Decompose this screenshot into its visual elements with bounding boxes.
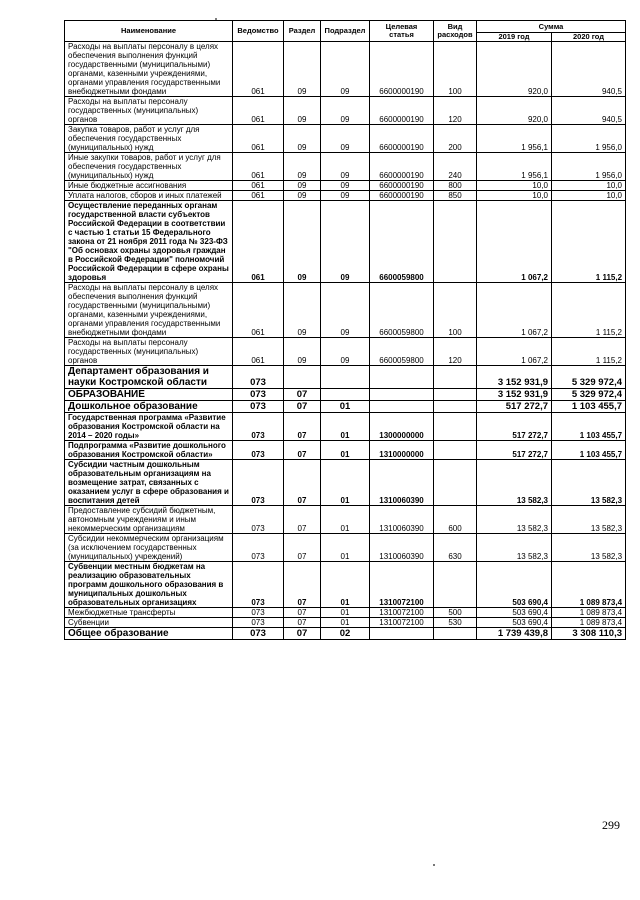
row-sum-2019: 1 067,2: [477, 201, 552, 283]
row-sum-2019: 13 582,3: [477, 506, 552, 534]
header-department: Ведомство: [233, 21, 284, 42]
row-section: 09: [284, 181, 321, 191]
row-target: 1310072100: [370, 562, 434, 608]
row-sum-2020: 940,5: [552, 42, 626, 97]
header-target: Целевая статья: [370, 21, 434, 42]
table-row: [65, 366, 626, 389]
table-row: [65, 506, 626, 534]
row-name: ОБРАЗОВАНИЕ: [65, 389, 233, 401]
row-department: 061: [233, 283, 284, 338]
row-target: 1300000000: [370, 413, 434, 441]
row-section: 09: [284, 338, 321, 366]
table-row: [65, 413, 626, 441]
row-expense-type: 630: [434, 534, 477, 562]
row-name: Иные закупки товаров, работ и услуг для обеспечения государственных (муниципальных) нужд: [65, 153, 233, 181]
row-sum-2019: 503 690,4: [477, 618, 552, 628]
row-sum-2020: 1 103 455,7: [552, 441, 626, 460]
table-header: [65, 21, 626, 42]
row-subsection: 09: [321, 125, 370, 153]
row-name: Межбюджетные трансферты: [65, 608, 233, 618]
row-sum-2020: 13 582,3: [552, 460, 626, 506]
row-department: 073: [233, 460, 284, 506]
row-section: 09: [284, 42, 321, 97]
row-name: Расходы на выплаты персоналу в целях обеспечения выполнения функций государственными (муниципальными) органами, казенными учреждениями, органами управления государственными внебюджетными фондами: [65, 42, 233, 97]
row-target: 6600000190: [370, 97, 434, 125]
row-expense-type: 100: [434, 283, 477, 338]
row-expense-type: [434, 413, 477, 441]
row-name: Общее образование: [65, 628, 233, 640]
row-section: 09: [284, 125, 321, 153]
row-section: 07: [284, 608, 321, 618]
row-section: 09: [284, 153, 321, 181]
row-expense-type: 530: [434, 618, 477, 628]
row-department: 073: [233, 413, 284, 441]
row-department: 073: [233, 366, 284, 389]
row-department: 061: [233, 153, 284, 181]
header-year-2019: 2019 год: [477, 33, 552, 42]
row-sum-2020: 5 329 972,4: [552, 389, 626, 401]
row-target: [370, 366, 434, 389]
row-sum-2020: 10,0: [552, 191, 626, 201]
row-subsection: 01: [321, 618, 370, 628]
row-subsection: 02: [321, 628, 370, 640]
row-target: 1310060390: [370, 460, 434, 506]
table-row: [65, 389, 626, 401]
row-sum-2019: 3 152 931,9: [477, 366, 552, 389]
row-section: 07: [284, 534, 321, 562]
row-section: 09: [284, 191, 321, 201]
row-section: [284, 366, 321, 389]
row-sum-2019: 1 956,1: [477, 125, 552, 153]
table-row: [65, 608, 626, 618]
row-expense-type: [434, 389, 477, 401]
row-expense-type: 800: [434, 181, 477, 191]
row-department: 073: [233, 401, 284, 413]
row-expense-type: 240: [434, 153, 477, 181]
row-sum-2020: 5 329 972,4: [552, 366, 626, 389]
row-section: 09: [284, 283, 321, 338]
row-sum-2019: 920,0: [477, 42, 552, 97]
table-row: [65, 618, 626, 628]
row-department: 061: [233, 125, 284, 153]
row-sum-2019: 1 956,1: [477, 153, 552, 181]
row-department: 061: [233, 191, 284, 201]
row-expense-type: [434, 460, 477, 506]
row-name: Предоставление субсидий бюджетным, автономным учреждениям и иным некоммерческим организациям: [65, 506, 233, 534]
row-subsection: 09: [321, 42, 370, 97]
row-name: Субвенции: [65, 618, 233, 628]
row-target: 1310060390: [370, 506, 434, 534]
row-department: 073: [233, 534, 284, 562]
row-section: 07: [284, 562, 321, 608]
table-row: [65, 401, 626, 413]
row-target: 6600000190: [370, 42, 434, 97]
row-name: Подпрограмма «Развитие дошкольного образования Костромской области»: [65, 441, 233, 460]
table-row: [65, 201, 626, 283]
row-department: 061: [233, 181, 284, 191]
row-subsection: 09: [321, 181, 370, 191]
row-department: 061: [233, 42, 284, 97]
row-sum-2020: 13 582,3: [552, 534, 626, 562]
row-subsection: 09: [321, 97, 370, 125]
row-subsection: [321, 389, 370, 401]
row-target: 1310072100: [370, 618, 434, 628]
table-row: [65, 628, 626, 640]
row-subsection: 01: [321, 413, 370, 441]
row-name: Субсидии частным дошкольным образовательным организациям на возмещение затрат, связанных с оказанием услуг в сфере образования и воспитания детей: [65, 460, 233, 506]
row-department: 073: [233, 628, 284, 640]
row-sum-2020: 1 089 873,4: [552, 562, 626, 608]
row-subsection: 09: [321, 283, 370, 338]
row-expense-type: [434, 628, 477, 640]
row-subsection: 01: [321, 608, 370, 618]
row-name: Закупка товаров, работ и услуг для обеспечения государственных (муниципальных) нужд: [65, 125, 233, 153]
row-department: 073: [233, 441, 284, 460]
page-number: 299: [602, 818, 620, 832]
row-subsection: 09: [321, 338, 370, 366]
row-section: 07: [284, 401, 321, 413]
row-target: 1310072100: [370, 608, 434, 618]
row-sum-2020: 1 103 455,7: [552, 413, 626, 441]
row-target: 6600000190: [370, 125, 434, 153]
header-subsection: Подраздел: [321, 21, 370, 42]
row-subsection: 01: [321, 562, 370, 608]
row-name: Департамент образования и науки Костромской области: [65, 366, 233, 389]
row-sum-2020: 3 308 110,3: [552, 628, 626, 640]
table-row: [65, 125, 626, 153]
row-expense-type: 500: [434, 608, 477, 618]
row-sum-2019: 13 582,3: [477, 534, 552, 562]
row-subsection: 01: [321, 460, 370, 506]
row-name: Субсидии некоммерческим организациям (за исключением государственных (муниципальных) учреждений): [65, 534, 233, 562]
row-target: 1310000000: [370, 441, 434, 460]
row-sum-2020: 1 115,2: [552, 201, 626, 283]
row-expense-type: [434, 441, 477, 460]
header-expense-type: Вид расходов: [434, 21, 477, 42]
row-expense-type: 600: [434, 506, 477, 534]
row-subsection: [321, 366, 370, 389]
table-row: [65, 97, 626, 125]
table-body: [65, 42, 626, 640]
budget-table: [64, 20, 626, 640]
row-sum-2019: 503 690,4: [477, 608, 552, 618]
row-sum-2019: 920,0: [477, 97, 552, 125]
row-department: 073: [233, 389, 284, 401]
row-section: 09: [284, 201, 321, 283]
row-target: [370, 389, 434, 401]
row-section: 07: [284, 413, 321, 441]
row-sum-2019: 13 582,3: [477, 460, 552, 506]
row-department: 061: [233, 97, 284, 125]
row-target: 6600000190: [370, 153, 434, 181]
row-expense-type: 100: [434, 42, 477, 97]
row-expense-type: 200: [434, 125, 477, 153]
row-department: 061: [233, 338, 284, 366]
table-row: [65, 191, 626, 201]
row-section: 07: [284, 618, 321, 628]
row-expense-type: [434, 366, 477, 389]
row-section: 07: [284, 441, 321, 460]
row-sum-2019: 517 272,7: [477, 413, 552, 441]
row-name: Расходы на выплаты персоналу государственных (муниципальных) органов: [65, 97, 233, 125]
row-section: 07: [284, 506, 321, 534]
row-expense-type: 850: [434, 191, 477, 201]
row-target: 6600059800: [370, 283, 434, 338]
row-subsection: 01: [321, 401, 370, 413]
header-sum: Сумма: [477, 21, 626, 33]
table-row: [65, 562, 626, 608]
row-section: 09: [284, 97, 321, 125]
row-subsection: 09: [321, 201, 370, 283]
table-row: [65, 441, 626, 460]
row-sum-2020: 1 956,0: [552, 153, 626, 181]
row-sum-2019: 517 272,7: [477, 441, 552, 460]
row-name: Иные бюджетные ассигнования: [65, 181, 233, 191]
row-name: Государственная программа «Развитие образования Костромской области на 2014 – 2020 годы»: [65, 413, 233, 441]
header-year-2020: 2020 год: [552, 33, 626, 42]
table-row: [65, 460, 626, 506]
row-target: 6600059800: [370, 201, 434, 283]
row-sum-2020: 1 089 873,4: [552, 618, 626, 628]
row-department: 061: [233, 201, 284, 283]
row-department: 073: [233, 506, 284, 534]
row-expense-type: [434, 562, 477, 608]
row-sum-2019: 503 690,4: [477, 562, 552, 608]
row-target: [370, 628, 434, 640]
row-sum-2020: 1 115,2: [552, 338, 626, 366]
row-name: Расходы на выплаты персоналу в целях обеспечения выполнения функций государственными (муниципальными) органами, казенными учреждениями, органами управления государственными внебюджетными фондами: [65, 283, 233, 338]
table-row: [65, 42, 626, 97]
row-sum-2019: 517 272,7: [477, 401, 552, 413]
row-name: Дошкольное образование: [65, 401, 233, 413]
row-target: [370, 401, 434, 413]
row-subsection: 09: [321, 191, 370, 201]
row-target: 6600000190: [370, 191, 434, 201]
row-department: 073: [233, 618, 284, 628]
row-department: 073: [233, 608, 284, 618]
row-expense-type: 120: [434, 97, 477, 125]
row-subsection: 01: [321, 441, 370, 460]
row-subsection: 09: [321, 153, 370, 181]
table-row: [65, 181, 626, 191]
row-sum-2020: 1 115,2: [552, 283, 626, 338]
row-expense-type: 120: [434, 338, 477, 366]
header-name: Наименование: [65, 21, 233, 42]
table-row: [65, 534, 626, 562]
row-name: Расходы на выплаты персоналу государственных (муниципальных) органов: [65, 338, 233, 366]
row-section: 07: [284, 460, 321, 506]
row-name: Осуществление переданных органам государственной власти субъектов Российской Федерации в соответствии с частью 1 статьи 15 Федерального закона от 21 ноября 2011 года № 323-ФЗ "Об основах охраны здоровья граждан в Российской Федерации" полномочий Российской Федерации в сфере охраны здоровья: [65, 201, 233, 283]
table-row: [65, 338, 626, 366]
table-row: [65, 153, 626, 181]
row-sum-2019: 1 067,2: [477, 338, 552, 366]
row-sum-2020: 1 089 873,4: [552, 608, 626, 618]
row-section: 07: [284, 628, 321, 640]
row-target: 6600000190: [370, 181, 434, 191]
row-sum-2020: 13 582,3: [552, 506, 626, 534]
row-subsection: 01: [321, 506, 370, 534]
row-sum-2020: 10,0: [552, 181, 626, 191]
row-subsection: 01: [321, 534, 370, 562]
row-sum-2019: 3 152 931,9: [477, 389, 552, 401]
row-sum-2019: 10,0: [477, 191, 552, 201]
row-target: 6600059800: [370, 338, 434, 366]
row-sum-2019: 1 739 439,8: [477, 628, 552, 640]
row-department: 073: [233, 562, 284, 608]
row-target: 1310060390: [370, 534, 434, 562]
row-sum-2019: 1 067,2: [477, 283, 552, 338]
table-row: [65, 283, 626, 338]
header-section: Раздел: [284, 21, 321, 42]
row-sum-2020: 940,5: [552, 97, 626, 125]
scan-speck: [433, 864, 435, 866]
row-section: 07: [284, 389, 321, 401]
row-sum-2020: 1 103 455,7: [552, 401, 626, 413]
row-sum-2019: 10,0: [477, 181, 552, 191]
row-expense-type: [434, 401, 477, 413]
row-expense-type: [434, 201, 477, 283]
row-sum-2020: 1 956,0: [552, 125, 626, 153]
row-name: Уплата налогов, сборов и иных платежей: [65, 191, 233, 201]
row-name: Субвенции местным бюджетам на реализацию образовательных программ дошкольного образования в муниципальных дошкольных образовательных организациях: [65, 562, 233, 608]
